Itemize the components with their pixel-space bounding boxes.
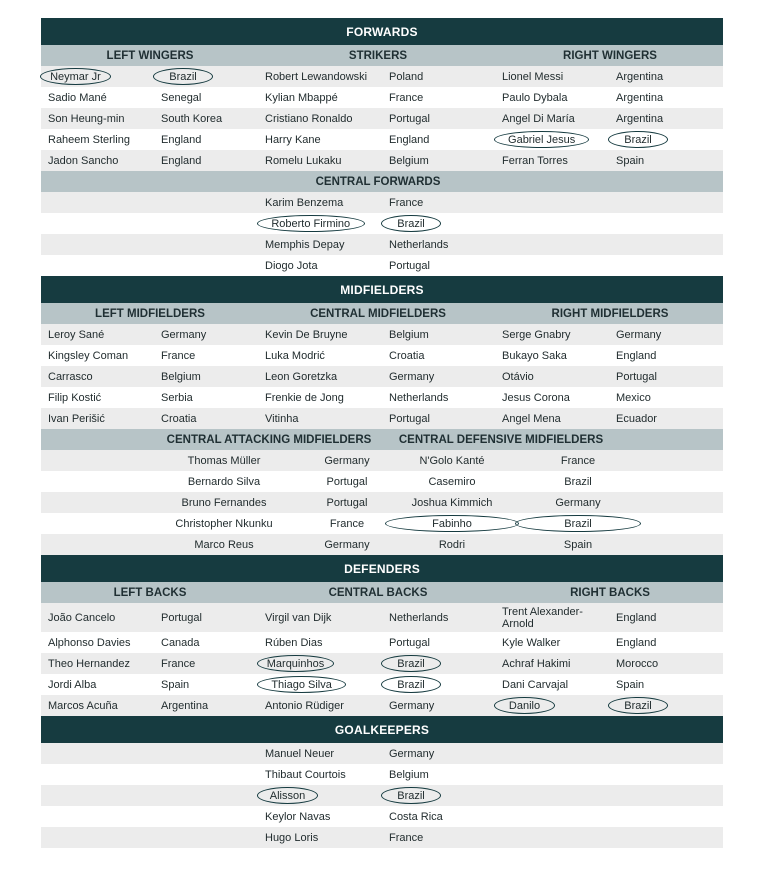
- player-country: Portugal: [616, 370, 657, 383]
- player-row: [41, 695, 723, 716]
- player-country: England: [389, 133, 430, 146]
- player-country: Netherlands: [389, 238, 449, 251]
- player-name: Robert Lewandowski: [265, 70, 368, 83]
- player-country: Brazil: [389, 653, 433, 674]
- player-row: [41, 345, 723, 366]
- player-name: Roberto Firmino: [265, 213, 357, 234]
- player-row: [41, 674, 723, 695]
- player-name: Jordi Alba: [48, 678, 97, 691]
- player-name: Bernardo Silva: [187, 475, 261, 488]
- player-country: Spain: [161, 678, 190, 691]
- player-country: Germany: [389, 370, 435, 383]
- player-country: Netherlands: [389, 391, 449, 404]
- player-name: Raheem Sterling: [48, 133, 130, 146]
- player-name: Leon Goretzka: [265, 370, 338, 383]
- player-country: Portugal: [326, 496, 368, 509]
- player-row: [41, 492, 723, 513]
- player-country: Morocco: [616, 657, 659, 670]
- player-country: France: [389, 196, 424, 209]
- player-country: Serbia: [161, 391, 193, 404]
- position-header-right-midfielders: RIGHT MIDFIELDERS: [551, 307, 669, 320]
- player-country: Belgium: [389, 154, 429, 167]
- position-header-central-backs: CENTRAL BACKS: [328, 586, 428, 599]
- player-country: France: [329, 517, 365, 530]
- player-row: [41, 653, 723, 674]
- player-country: Brazil: [161, 66, 205, 87]
- player-name: Jadon Sancho: [48, 154, 119, 167]
- player-name: Sadio Mané: [48, 91, 107, 104]
- player-name: Gabriel Jesus: [502, 129, 581, 150]
- player-country: Brazil: [389, 213, 433, 234]
- player-country: Canada: [161, 636, 200, 649]
- player-name: Kevin De Bruyne: [265, 328, 348, 341]
- player-name: Jesus Corona: [502, 391, 570, 404]
- player-country: Spain: [563, 538, 593, 551]
- position-header-row: [41, 582, 723, 603]
- player-row: [41, 324, 723, 345]
- player-country: Germany: [555, 496, 601, 509]
- player-row: [41, 603, 723, 632]
- player-name: Alisson: [265, 785, 310, 806]
- position-header-left-wingers: LEFT WINGERS: [106, 49, 194, 62]
- player-name: Memphis Depay: [265, 238, 345, 251]
- player-name: Harry Kane: [265, 133, 321, 146]
- player-name: Rodri: [438, 538, 466, 551]
- player-name: Danilo: [502, 695, 547, 716]
- player-name: Manuel Neuer: [265, 747, 335, 760]
- position-header-left-midfielders: LEFT MIDFIELDERS: [95, 307, 205, 320]
- player-country: Brazil: [616, 129, 660, 150]
- position-header-central-forwards: CENTRAL FORWARDS: [315, 175, 441, 188]
- player-country: Spain: [616, 678, 645, 691]
- player-name: Rúben Dias: [265, 636, 323, 649]
- player-country: Argentina: [616, 91, 664, 104]
- position-header-row: [41, 45, 723, 66]
- player-country: Germany: [161, 328, 207, 341]
- player-name: Marquinhos: [265, 653, 326, 674]
- player-country: France: [161, 657, 196, 670]
- player-country: Portugal: [389, 636, 430, 649]
- player-name: Cristiano Ronaldo: [265, 112, 353, 125]
- player-name: Serge Gnabry: [502, 328, 571, 341]
- player-country: Portugal: [389, 259, 430, 272]
- player-country: England: [616, 636, 657, 649]
- player-country: Germany: [389, 699, 435, 712]
- player-country: England: [616, 349, 657, 362]
- position-header-strikers: STRIKERS: [348, 49, 408, 62]
- player-row: [41, 632, 723, 653]
- player-name: Thiago Silva: [265, 674, 338, 695]
- player-country: Germany: [324, 538, 370, 551]
- player-row: [41, 192, 723, 213]
- section-title-goalkeepers: GOALKEEPERS: [41, 716, 723, 743]
- player-country: Portugal: [389, 112, 430, 125]
- player-name: Thibaut Courtois: [265, 768, 346, 781]
- player-name: N'Golo Kanté: [419, 454, 485, 467]
- player-country: Brazil: [616, 695, 660, 716]
- player-row: [41, 255, 723, 276]
- player-name: Ferran Torres: [502, 154, 568, 167]
- player-name: Romelu Lukaku: [265, 154, 342, 167]
- player-country: Brazil: [564, 475, 592, 488]
- player-name: Virgil van Dijk: [265, 611, 332, 624]
- player-country: England: [161, 133, 202, 146]
- player-row: [41, 785, 723, 806]
- player-name: Hugo Loris: [265, 831, 319, 844]
- player-name: Dani Carvajal: [502, 678, 569, 691]
- player-name: Bukayo Saka: [502, 349, 567, 362]
- player-country: Portugal: [326, 475, 368, 488]
- position-header-right-backs: RIGHT BACKS: [570, 586, 650, 599]
- section-title-defenders: DEFENDERS: [41, 555, 723, 582]
- player-name: Alphonso Davies: [48, 636, 131, 649]
- player-country: Portugal: [389, 412, 430, 425]
- player-name: Antonio Rüdiger: [265, 699, 344, 712]
- player-country: Belgium: [389, 328, 429, 341]
- section-title-forwards: FORWARDS: [41, 18, 723, 45]
- player-row: [41, 743, 723, 764]
- player-country: Costa Rica: [389, 810, 443, 823]
- player-country: France: [389, 831, 424, 844]
- player-country: Argentina: [616, 112, 664, 125]
- player-row: [41, 764, 723, 785]
- player-row: [41, 129, 723, 150]
- position-header-central-attacking-midfielders: CENTRAL ATTACKING MIDFIELDERS: [166, 433, 372, 446]
- player-name: Marco Reus: [194, 538, 254, 551]
- player-name: Achraf Hakimi: [502, 657, 571, 670]
- player-name: Kylian Mbappé: [265, 91, 338, 104]
- player-country: Belgium: [389, 768, 429, 781]
- player-country: England: [616, 611, 657, 624]
- player-name: Filip Kostić: [48, 391, 102, 404]
- player-country: Germany: [616, 328, 662, 341]
- player-row: [41, 234, 723, 255]
- player-name: Marcos Acuña: [48, 699, 118, 712]
- player-country: Spain: [616, 154, 645, 167]
- player-name: Angel Di María: [502, 112, 575, 125]
- player-country: Argentina: [616, 70, 664, 83]
- position-header-row: [41, 303, 723, 324]
- player-name: Trent Alexander-Arnold: [502, 605, 583, 630]
- position-header-central-midfielders: CENTRAL MIDFIELDERS: [310, 307, 446, 320]
- player-name: Leroy Sané: [48, 328, 105, 341]
- player-country: Brazil: [389, 674, 433, 695]
- player-country: Ecuador: [616, 412, 657, 425]
- position-header-right-wingers: RIGHT WINGERS: [563, 49, 657, 62]
- player-country: Germany: [324, 454, 370, 467]
- player-name: Neymar Jr: [48, 66, 103, 87]
- player-name: Thomas Müller: [187, 454, 261, 467]
- player-name: Fabinho: [393, 513, 511, 534]
- player-row: [41, 387, 723, 408]
- player-country: Germany: [389, 747, 435, 760]
- player-row: [41, 806, 723, 827]
- player-name: Lionel Messi: [502, 70, 564, 83]
- player-table: [41, 18, 723, 848]
- section-title-midfielders: MIDFIELDERS: [41, 276, 723, 303]
- player-name: Diogo Jota: [265, 259, 318, 272]
- player-country: Brazil: [523, 513, 633, 534]
- player-name: Kyle Walker: [502, 636, 561, 649]
- player-name: Son Heung-min: [48, 112, 125, 125]
- player-country: France: [560, 454, 596, 467]
- player-name: Theo Hernandez: [48, 657, 130, 670]
- player-row: [41, 108, 723, 129]
- player-country: Portugal: [161, 611, 202, 624]
- player-name: Christopher Nkunku: [175, 517, 273, 530]
- player-country: Mexico: [616, 391, 651, 404]
- player-row: [41, 471, 723, 492]
- player-row: [41, 534, 723, 555]
- player-row: [41, 827, 723, 848]
- player-name: Casemiro: [428, 475, 476, 488]
- player-row: [41, 87, 723, 108]
- player-country: Croatia: [161, 412, 197, 425]
- player-country: Netherlands: [389, 611, 449, 624]
- player-row: [41, 213, 723, 234]
- player-country: Belgium: [161, 370, 201, 383]
- player-name: Keylor Navas: [265, 810, 331, 823]
- player-name: Otávio: [502, 370, 534, 383]
- player-name: Kingsley Coman: [48, 349, 129, 362]
- position-header-left-backs: LEFT BACKS: [113, 586, 187, 599]
- player-name: João Cancelo: [48, 611, 116, 624]
- player-row: [41, 513, 723, 534]
- player-country: South Korea: [161, 112, 223, 125]
- player-name: Vitinha: [265, 412, 299, 425]
- player-country: Croatia: [389, 349, 425, 362]
- player-name: Karim Benzema: [265, 196, 344, 209]
- player-name: Angel Mena: [502, 412, 561, 425]
- player-name: Carrasco: [48, 370, 93, 383]
- position-header-central-defensive-midfielders: CENTRAL DEFENSIVE MIDFIELDERS: [398, 433, 604, 446]
- player-country: Argentina: [161, 699, 209, 712]
- player-name: Luka Modrić: [265, 349, 325, 362]
- position-header-row: [41, 171, 723, 192]
- player-country: Senegal: [161, 91, 202, 104]
- player-row: [41, 450, 723, 471]
- player-name: Joshua Kimmich: [411, 496, 493, 509]
- position-header-row: [41, 429, 723, 450]
- player-name: Paulo Dybala: [502, 91, 568, 104]
- player-country: Brazil: [389, 785, 433, 806]
- player-country: France: [161, 349, 196, 362]
- player-country: Poland: [389, 70, 424, 83]
- player-row: [41, 150, 723, 171]
- player-name: Bruno Fernandes: [181, 496, 267, 509]
- player-row: [41, 66, 723, 87]
- player-country: France: [389, 91, 424, 104]
- player-row: [41, 366, 723, 387]
- player-name: Frenkie de Jong: [265, 391, 344, 404]
- player-country: England: [161, 154, 202, 167]
- player-row: [41, 408, 723, 429]
- player-name: Ivan Perišić: [48, 412, 105, 425]
